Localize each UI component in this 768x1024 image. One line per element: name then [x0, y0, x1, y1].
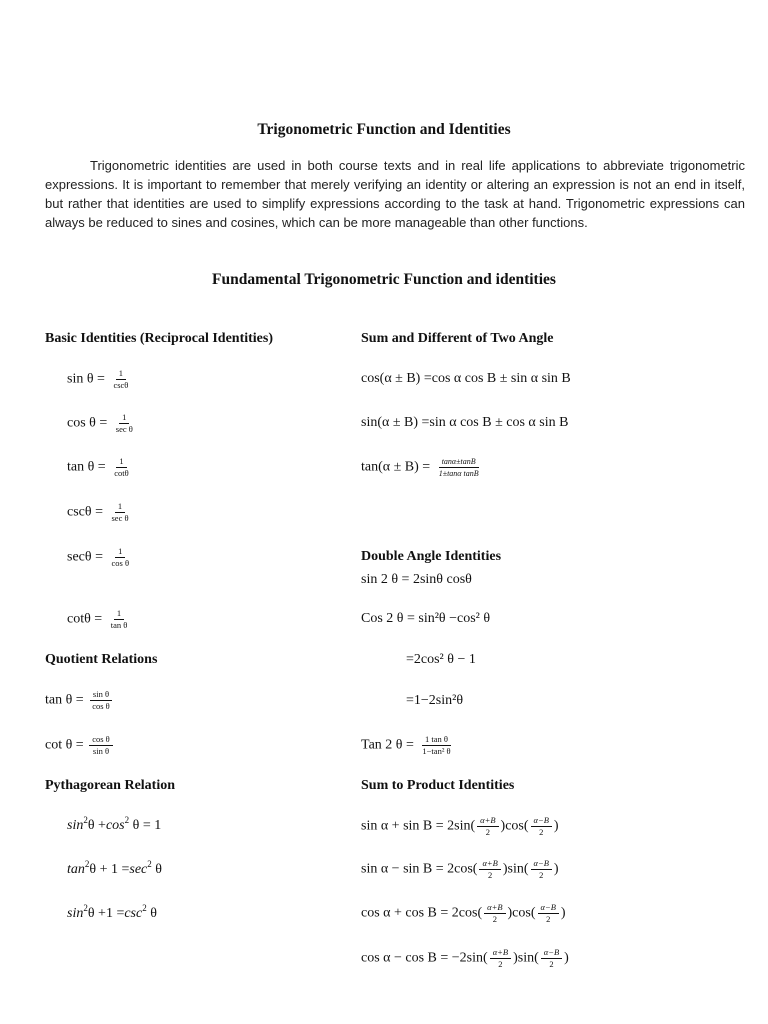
fraction: [108, 502, 131, 523]
page-title: Trigonometric Function and Identities: [257, 121, 511, 138]
fraction: [111, 457, 131, 478]
formula-sum-to-product-4: [361, 948, 569, 969]
term: cos: [105, 818, 125, 833]
fraction: [484, 903, 505, 924]
formula-sin-double: sin 2 θ = 2sinθ cosθ: [361, 572, 472, 587]
fraction-numerator: 1: [116, 457, 126, 468]
fraction-numerator: 1: [119, 413, 129, 424]
formula-lhs: sin θ =: [67, 371, 105, 387]
term: θ: [151, 862, 162, 877]
fraction-denominator: tan θ: [110, 620, 128, 630]
formula-tan-quotient: [45, 690, 115, 711]
term: sin: [67, 818, 84, 833]
formula-lhs: tan θ =: [45, 692, 84, 708]
fraction-denominator: sin θ: [92, 746, 110, 756]
formula-lhs: secθ =: [67, 549, 103, 565]
fraction: [538, 903, 559, 924]
fraction-numerator: α−B: [531, 816, 552, 827]
fraction: [479, 859, 500, 880]
fraction-denominator: sec θ: [111, 513, 129, 523]
fraction-denominator: cscθ: [113, 380, 129, 390]
formula-lhs: Tan 2 θ =: [361, 737, 414, 753]
formula-sin-reciprocal: [67, 369, 133, 390]
fraction-denominator: 2: [488, 870, 493, 880]
fraction: [113, 413, 136, 434]
formula-lhs: cos θ =: [67, 415, 108, 431]
formula-pythagorean-3: $\sin^2\theta +1 =\csc^2$ θ: [67, 903, 157, 921]
fraction: [110, 369, 131, 390]
formula-lhs: cos α − cos B = −2sin(: [361, 950, 488, 966]
fraction-denominator: cos θ: [111, 558, 130, 568]
fraction-numerator: α−B: [538, 903, 559, 914]
fraction: [419, 735, 453, 756]
fraction-denominator: 1±tanα tanB: [438, 469, 479, 478]
fraction-numerator: 1: [114, 609, 124, 620]
fraction: [531, 859, 552, 880]
fraction-denominator: sec θ: [115, 424, 133, 434]
formula-sum-to-product-1: [361, 816, 559, 837]
fraction-numerator: α+B: [477, 816, 498, 827]
fraction-numerator: cos θ: [89, 735, 113, 746]
formula-pythagorean-2: $\tan^2\theta + 1 =\sec^2$ θ: [67, 859, 162, 877]
fraction: [89, 735, 113, 756]
formula-end: ): [553, 818, 559, 834]
fraction-denominator: 2: [546, 914, 551, 924]
fraction-denominator: 2: [492, 914, 497, 924]
formula-cos-reciprocal: [67, 413, 138, 434]
fraction-numerator: α+B: [490, 948, 511, 959]
formula-sum-to-product-2: [361, 859, 559, 880]
fraction-denominator: cotθ: [114, 468, 129, 478]
fraction: [108, 609, 131, 630]
formula-mid: )cos(: [507, 905, 536, 921]
formula-cot-quotient: [45, 735, 115, 756]
fraction-denominator: cos θ: [92, 701, 110, 711]
formula-lhs: sin α + sin B = 2sin(: [361, 818, 476, 834]
formula-cos-sum: cos(α ± B) =cos α cos B ± sin α sin B: [361, 371, 571, 386]
term: csc: [124, 906, 143, 921]
formula-tan-double: [361, 735, 456, 756]
formula-end: ): [553, 861, 559, 877]
fraction-numerator: α+B: [484, 903, 505, 914]
fraction-denominator: 2: [485, 827, 490, 837]
sum-difference-heading: Sum and Different of Two Angle: [361, 331, 554, 346]
fraction-denominator: 1−tan² θ: [422, 746, 451, 756]
fraction-numerator: α−B: [541, 948, 562, 959]
fraction-denominator: 2: [498, 959, 503, 969]
fraction-numerator: α−B: [531, 859, 552, 870]
sum-to-product-heading: Sum to Product Identities: [361, 778, 515, 793]
fraction-numerator: sin θ: [90, 690, 112, 701]
formula-lhs: tan(α ± B) =: [361, 459, 431, 475]
formula-lhs: cotθ =: [67, 611, 103, 627]
formula-cot-reciprocal: [67, 609, 132, 630]
fraction-denominator: 2: [549, 959, 554, 969]
fraction-numerator: 1: [115, 547, 125, 558]
formula-lhs: tan θ =: [67, 459, 106, 475]
term: θ +: [87, 818, 106, 833]
formula-mid: )cos(: [500, 818, 529, 834]
formula-lhs: sin α − sin B = 2cos(: [361, 861, 478, 877]
fraction-numerator: 1 tan θ: [422, 735, 451, 746]
fraction-denominator: 2: [539, 870, 544, 880]
term: θ + 1 =: [89, 862, 130, 877]
fraction-numerator: tanα±tanB: [439, 457, 479, 468]
formula-lhs: cos α + cos B = 2cos(: [361, 905, 483, 921]
formula-lhs: cscθ =: [67, 504, 103, 520]
formula-sin-sum: sin(α ± B) =sin α cos B ± cos α sin B: [361, 415, 569, 430]
intro-text: Trigonometric identities are used in both course texts and in real life applications to abbreviate trigonometric expressions. It is important to remember that merely verifying an identity or altering an expression is not an end in itself, but rather that identities are used to simplify expressions according to the task at hand. Trigonometric expressions can always be reduced to sines and cosines, which can be more manageable than other functions.: [45, 158, 745, 230]
formula-cos-double-1: Cos 2 θ = sin²θ −cos² θ: [361, 611, 491, 626]
formula-csc-reciprocal: [67, 502, 134, 523]
formula-tan-reciprocal: [67, 457, 134, 478]
fraction-numerator: α+B: [479, 859, 500, 870]
pythagorean-relation-heading: Pythagorean Relation: [45, 778, 176, 793]
fraction-denominator: 2: [539, 827, 544, 837]
formula-sum-to-product-3: [361, 903, 566, 924]
fraction: [436, 457, 482, 478]
fraction-numerator: 1: [115, 502, 125, 513]
term: θ: [146, 906, 157, 921]
double-angle-heading: Double Angle Identities: [361, 549, 502, 564]
intro-paragraph: [45, 156, 745, 232]
term: sin: [67, 906, 84, 921]
fraction: [477, 816, 498, 837]
formula-end: ): [564, 950, 569, 966]
fraction: [89, 690, 113, 711]
quotient-relations-heading: Quotient Relations: [45, 652, 158, 667]
fraction: [541, 948, 562, 969]
section-title: Fundamental Trigonometric Function and identities: [212, 271, 556, 288]
fraction-numerator: 1: [116, 369, 126, 380]
formula-lhs: cot θ =: [45, 737, 84, 753]
term: sec: [129, 862, 148, 877]
fraction: [490, 948, 511, 969]
formula-cos-double-3: =1−2sin²θ: [406, 693, 464, 708]
formula-end: ): [560, 905, 566, 921]
formula-pythagorean-1: $\sin^2\theta +\cos^2$ θ = 1: [67, 815, 162, 833]
term: tan: [67, 862, 85, 877]
term: θ +1 =: [87, 906, 125, 921]
fraction: [531, 816, 552, 837]
formula-mid: )sin(: [513, 950, 539, 966]
formula-tan-sum: [361, 457, 484, 478]
basic-identities-heading: Basic Identities (Reciprocal Identities): [45, 331, 273, 346]
formula-sec-reciprocal: [67, 547, 134, 568]
formula-cos-double-2: =2cos² θ − 1: [406, 652, 476, 667]
fraction: [108, 547, 132, 568]
term: θ = 1: [129, 818, 162, 833]
formula-mid: )sin(: [502, 861, 529, 877]
